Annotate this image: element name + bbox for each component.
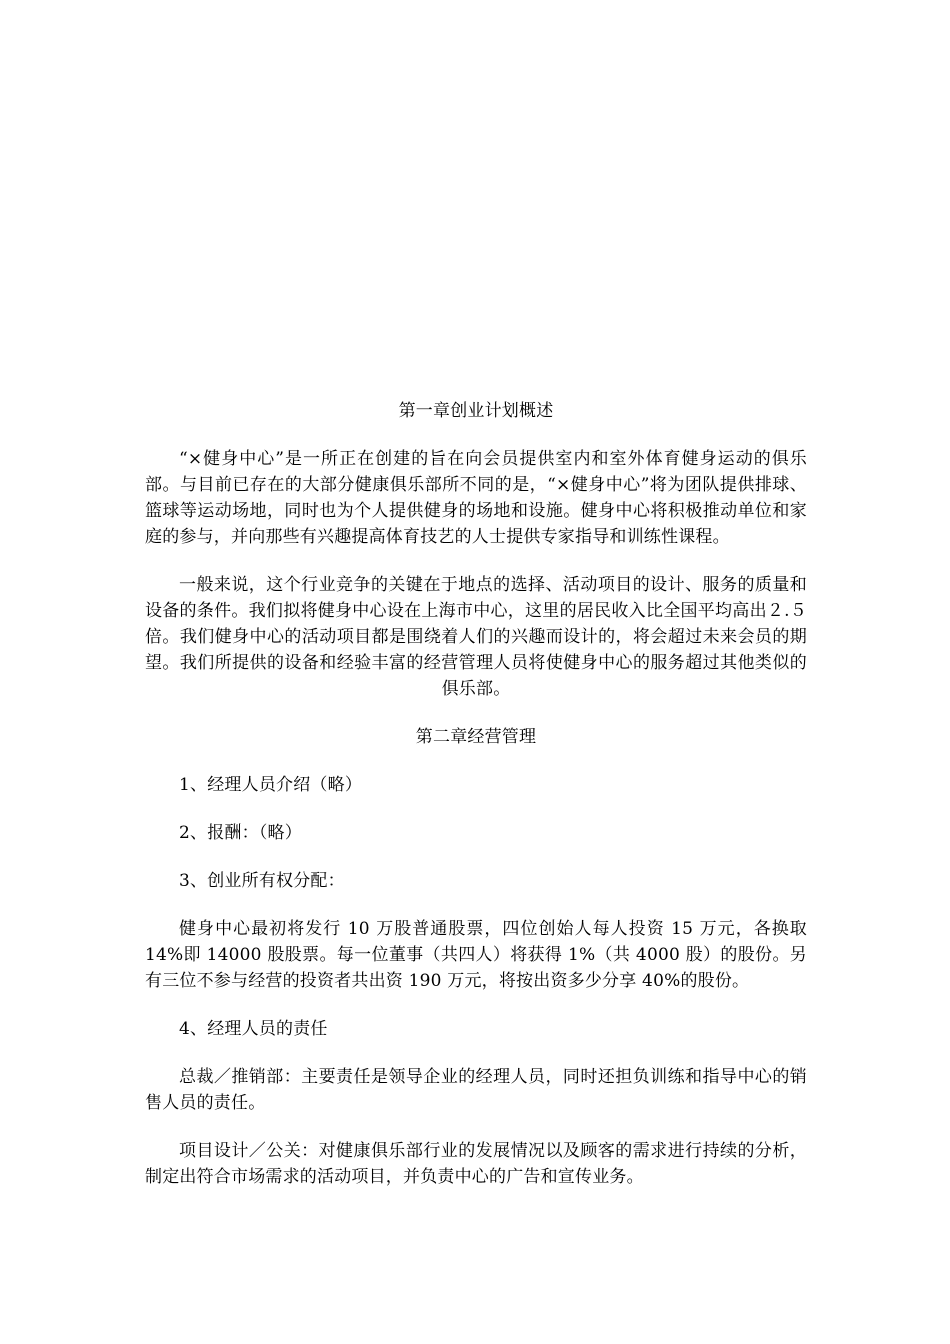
chapter-2-title: 第二章经营管理: [415, 727, 537, 747]
list-item-ownership: 3、创业所有权分配：: [179, 871, 345, 891]
list-item-manager-intro: 1、经理人员介绍（略）: [179, 775, 363, 795]
responsibility-president: 总裁／推销部：主要责任是领导企业的经理人员，同时还担负训练和指导中心的销售人员的责任。: [145, 1067, 807, 1113]
chapter-1-title: 第一章创业计划概述: [398, 401, 554, 421]
responsibility-program-design: 项目设计／公关：对健康俱乐部行业的发展情况以及顾客的需求进行持续的分析，制定出符合市场需求的活动项目，并负责中心的广告和宣传业务。: [145, 1141, 807, 1187]
document-body: [145, 398, 807, 1190]
chapter-1-paragraph-1: “×健身中心”是一所正在创建的旨在向会员提供室内和室外体育健身运动的俱乐部。与目前已存在的大部分健康俱乐部所不同的是，“×健身中心”将为团队提供排球、篮球等运动场地，同时也为个人提供健身的场地和设施。健身中心将积极推动单位和家庭的参与，并向那些有兴趣提高体育技艺的人士提供专家指导和训练性课程。: [145, 449, 807, 547]
ownership-paragraph: 健身中心最初将发行 10 万股普通股票，四位创始人每人投资 15 万元，各换取 14%即 14000 股股票。每一位董事（共四人）将获得 1%（共 4000 股）的股份。另有三位不参与经营的投资者共出资 190 万元，将按出资多少分享 40%的股份。: [145, 919, 807, 991]
list-item-compensation: 2、报酬：（略）: [179, 823, 302, 843]
list-item-responsibilities: 4、经理人员的责任: [179, 1019, 328, 1039]
chapter-1-paragraph-2: 一般来说，这个行业竞争的关键在于地点的选择、活动项目的设计、服务的质量和设备的条件。我们拟将健身中心设在上海市中心，这里的居民收入比全国平均高出２.５倍。我们健身中心的活动项目都是围绕着人们的兴趣而设计的，将会超过未来会员的期望。我们所提供的设备和经验丰富的经营管理人员将使健身中心的服务超过其他类似的俱乐部。: [145, 575, 807, 699]
